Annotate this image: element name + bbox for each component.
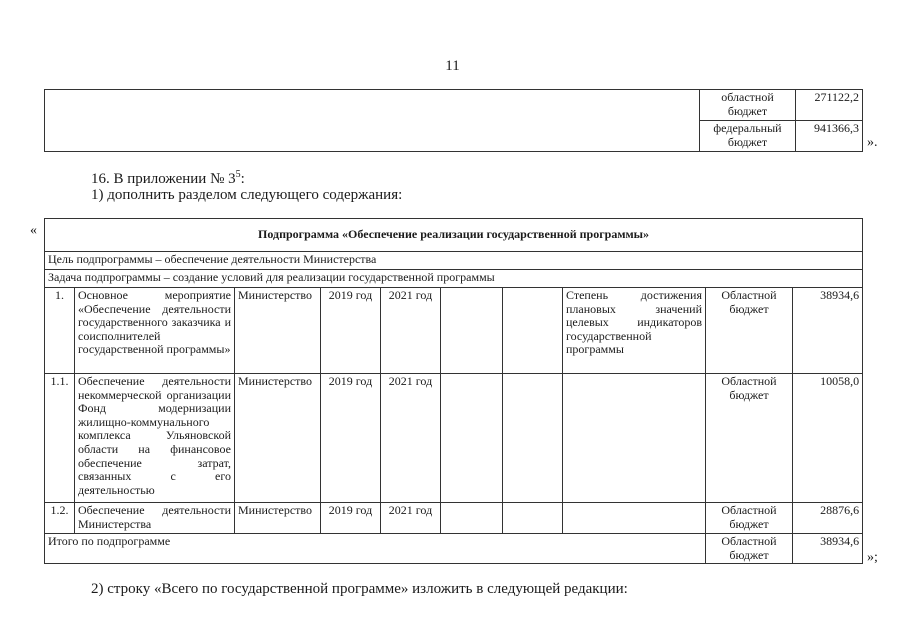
page-number: 11 [445, 58, 460, 74]
activity-name: Обеспечение деятельности Министерства [75, 503, 235, 534]
paragraph-16-suffix: : [240, 171, 245, 187]
empty-cell [503, 288, 563, 374]
footnote-superscript: 5 [235, 169, 241, 180]
amount-cell: 28876,6 [793, 503, 863, 534]
start-year-cell: 2019 год [321, 374, 381, 503]
empty-cell [45, 90, 700, 152]
funding-source-cell: Областной бюджет [706, 534, 793, 564]
paragraph-16-text: 16. В приложении № 3 [91, 171, 236, 187]
item-1-text: 1) дополнить разделом следующего содержания: [91, 187, 403, 203]
table-row [45, 503, 863, 534]
funding-source-cell: Областной бюджет [706, 503, 793, 534]
subprogram-title: Подпрограмма «Обеспечение реализации государственной программы» [45, 219, 863, 252]
table-task-row [45, 270, 863, 288]
activity-name: Обеспечение деятельности некоммерческой организации Фонд модернизации жилищно-коммунального комплекса Ульяновской области на финансовое обеспечение затрат, связанных с его деятельностью [75, 374, 235, 503]
executor-cell: Министерство [235, 374, 321, 503]
table-goal-row [45, 252, 863, 270]
table-row [45, 288, 863, 374]
budget-amount-cell: 271122,2 [796, 90, 863, 121]
end-year-cell: 2021 год [381, 374, 441, 503]
budget-source-cell: областной бюджет [700, 90, 796, 121]
row-number: 1.1. [45, 374, 75, 503]
subprogram-goal: Цель подпрограммы – обеспечение деятельности Министерства [45, 252, 863, 270]
amount-cell: 10058,0 [793, 374, 863, 503]
empty-cell [441, 288, 503, 374]
total-label: Итого по подпрограмме [45, 534, 706, 564]
empty-cell [503, 503, 563, 534]
start-year-cell: 2019 год [321, 503, 381, 534]
end-year-cell: 2021 год [381, 503, 441, 534]
funding-source-cell: Областной бюджет [706, 288, 793, 374]
executor-cell: Министерство [235, 503, 321, 534]
table-total-row [45, 534, 863, 564]
open-quote: « [30, 223, 37, 238]
subprogram-task: Задача подпрограммы – создание условий для реализации государственной программы [45, 270, 863, 288]
executor-cell: Министерство [235, 288, 321, 374]
closing-quote-main: »; [867, 550, 878, 565]
end-year-cell: 2021 год [381, 288, 441, 374]
paragraph-16 [91, 169, 245, 188]
funding-source-cell: Областной бюджет [706, 374, 793, 503]
indicator-cell [563, 503, 706, 534]
empty-cell [441, 503, 503, 534]
table-row [45, 374, 863, 503]
item-2-text: 2) строку «Всего по государственной программе» изложить в следующей редакции: [91, 581, 628, 597]
top-budget-table [44, 89, 863, 152]
table-title-row [45, 219, 863, 252]
start-year-cell: 2019 год [321, 288, 381, 374]
amount-cell: 38934,6 [793, 288, 863, 374]
indicator-cell: Степень достижения плановых значений целевых индикаторов государственной программы [563, 288, 706, 374]
budget-source-cell: федеральный бюджет [700, 121, 796, 152]
row-number: 1.2. [45, 503, 75, 534]
row-number: 1. [45, 288, 75, 374]
closing-quote-top: ». [867, 135, 878, 150]
amount-cell: 38934,6 [793, 534, 863, 564]
indicator-cell [563, 374, 706, 503]
empty-cell [503, 374, 563, 503]
empty-cell [441, 374, 503, 503]
table-row [45, 90, 863, 121]
subprogram-table [44, 218, 863, 564]
activity-name: Основное мероприятие «Обеспечение деятельности государственного заказчика и соисполнителей государственной программы» [75, 288, 235, 374]
budget-amount-cell: 941366,3 [796, 121, 863, 152]
